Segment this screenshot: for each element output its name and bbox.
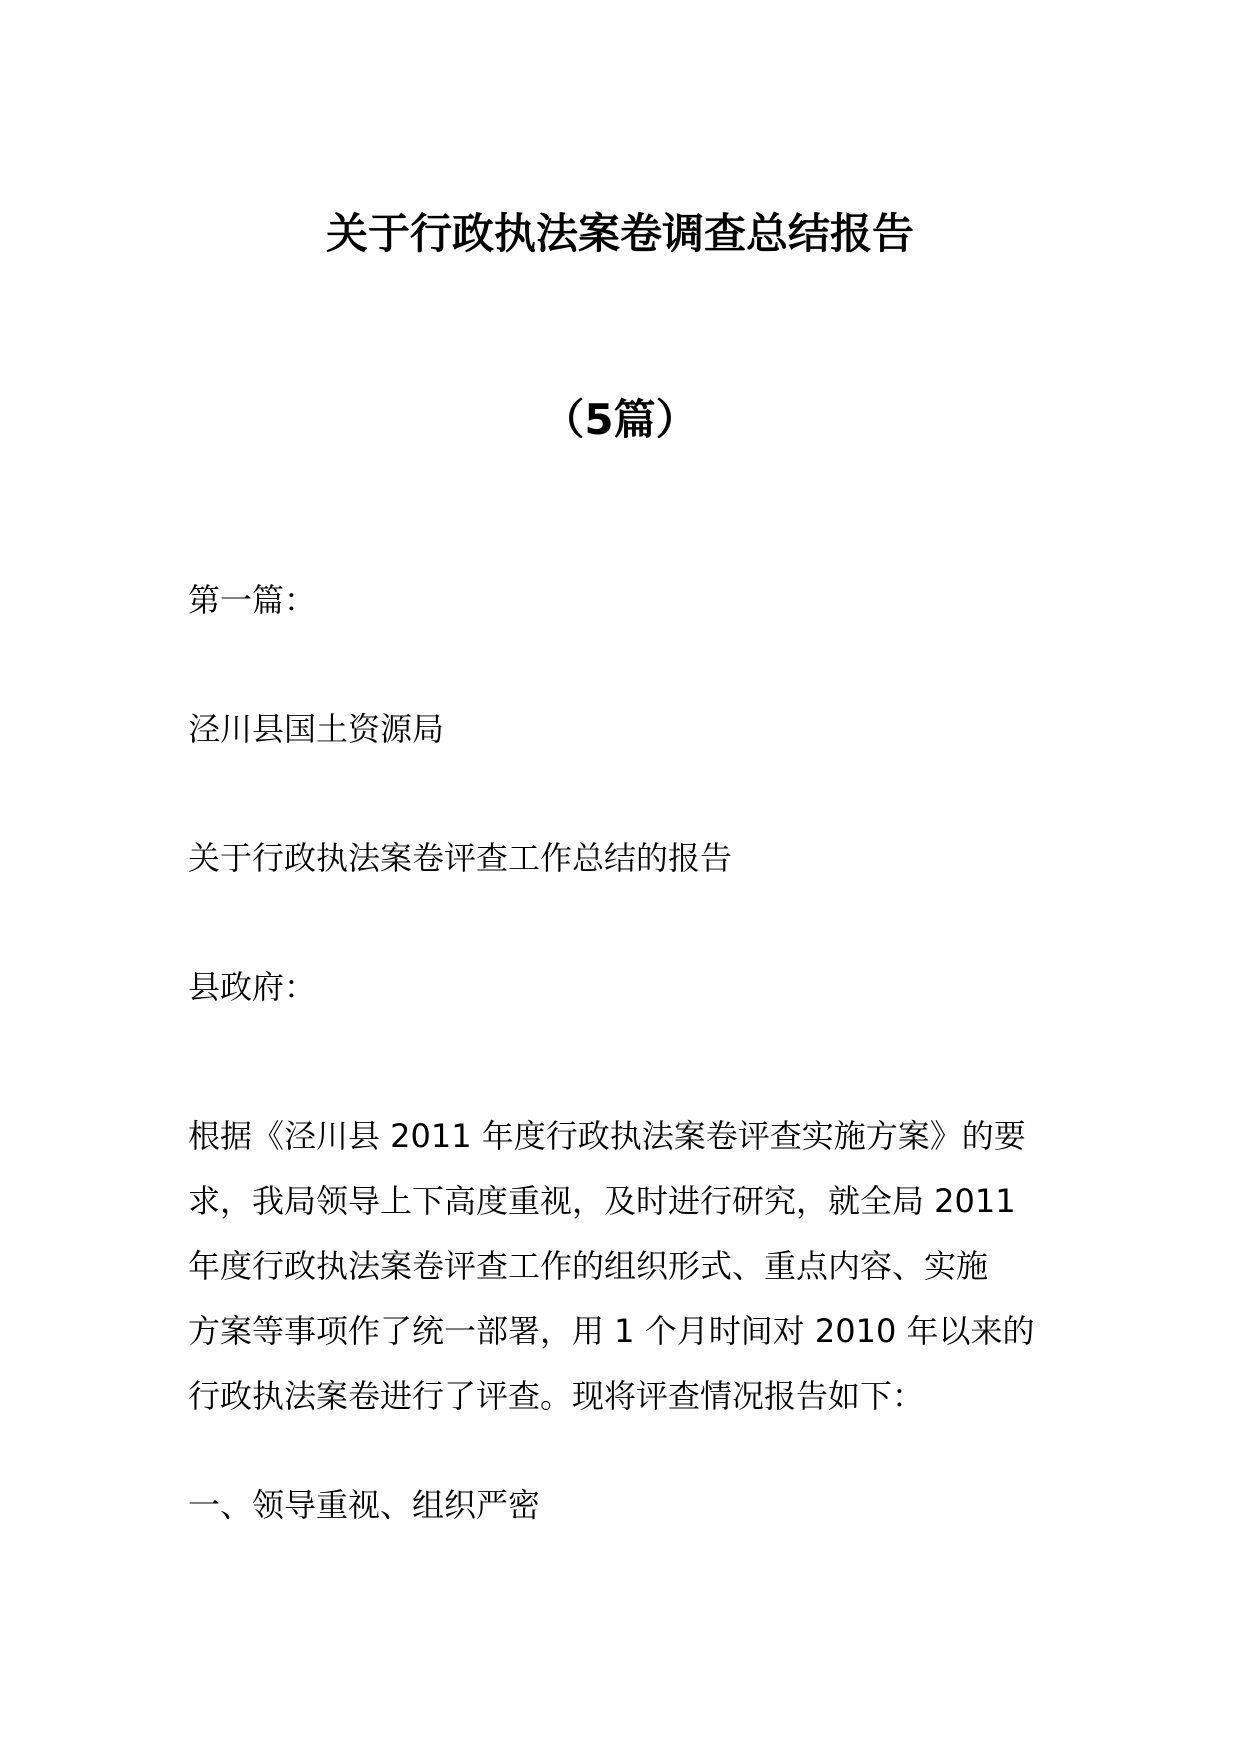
section-heading: 一、领导重视、组织严密 (188, 1486, 541, 1524)
paragraph-line: 方案等事项作了统一部署，用 1 个月时间对 2010 年以来的 (188, 1312, 1035, 1350)
section-label: 第一篇： (188, 581, 317, 619)
body-paragraph (188, 1104, 1058, 1429)
report-title: 关于行政执法案卷评查工作总结的报告 (188, 839, 733, 877)
organization-name: 泾川县国土资源局 (188, 710, 445, 748)
document-title: 关于行政执法案卷调查总结报告 (325, 209, 914, 258)
addressee: 县政府： (188, 968, 317, 1006)
paragraph-line: 行政执法案卷进行了评查。现将评查情况报告如下： (188, 1377, 925, 1415)
document-subtitle: （5篇） (542, 395, 698, 444)
paragraph-line: 求，我局领导上下高度重视，及时进行研究，就全局 2011 (188, 1182, 1016, 1220)
paragraph-line: 年度行政执法案卷评查工作的组织形式、重点内容、实施 (188, 1247, 989, 1285)
paragraph-line: 根据《泾川县 2011 年度行政执法案卷评查实施方案》的要 (188, 1117, 1026, 1155)
